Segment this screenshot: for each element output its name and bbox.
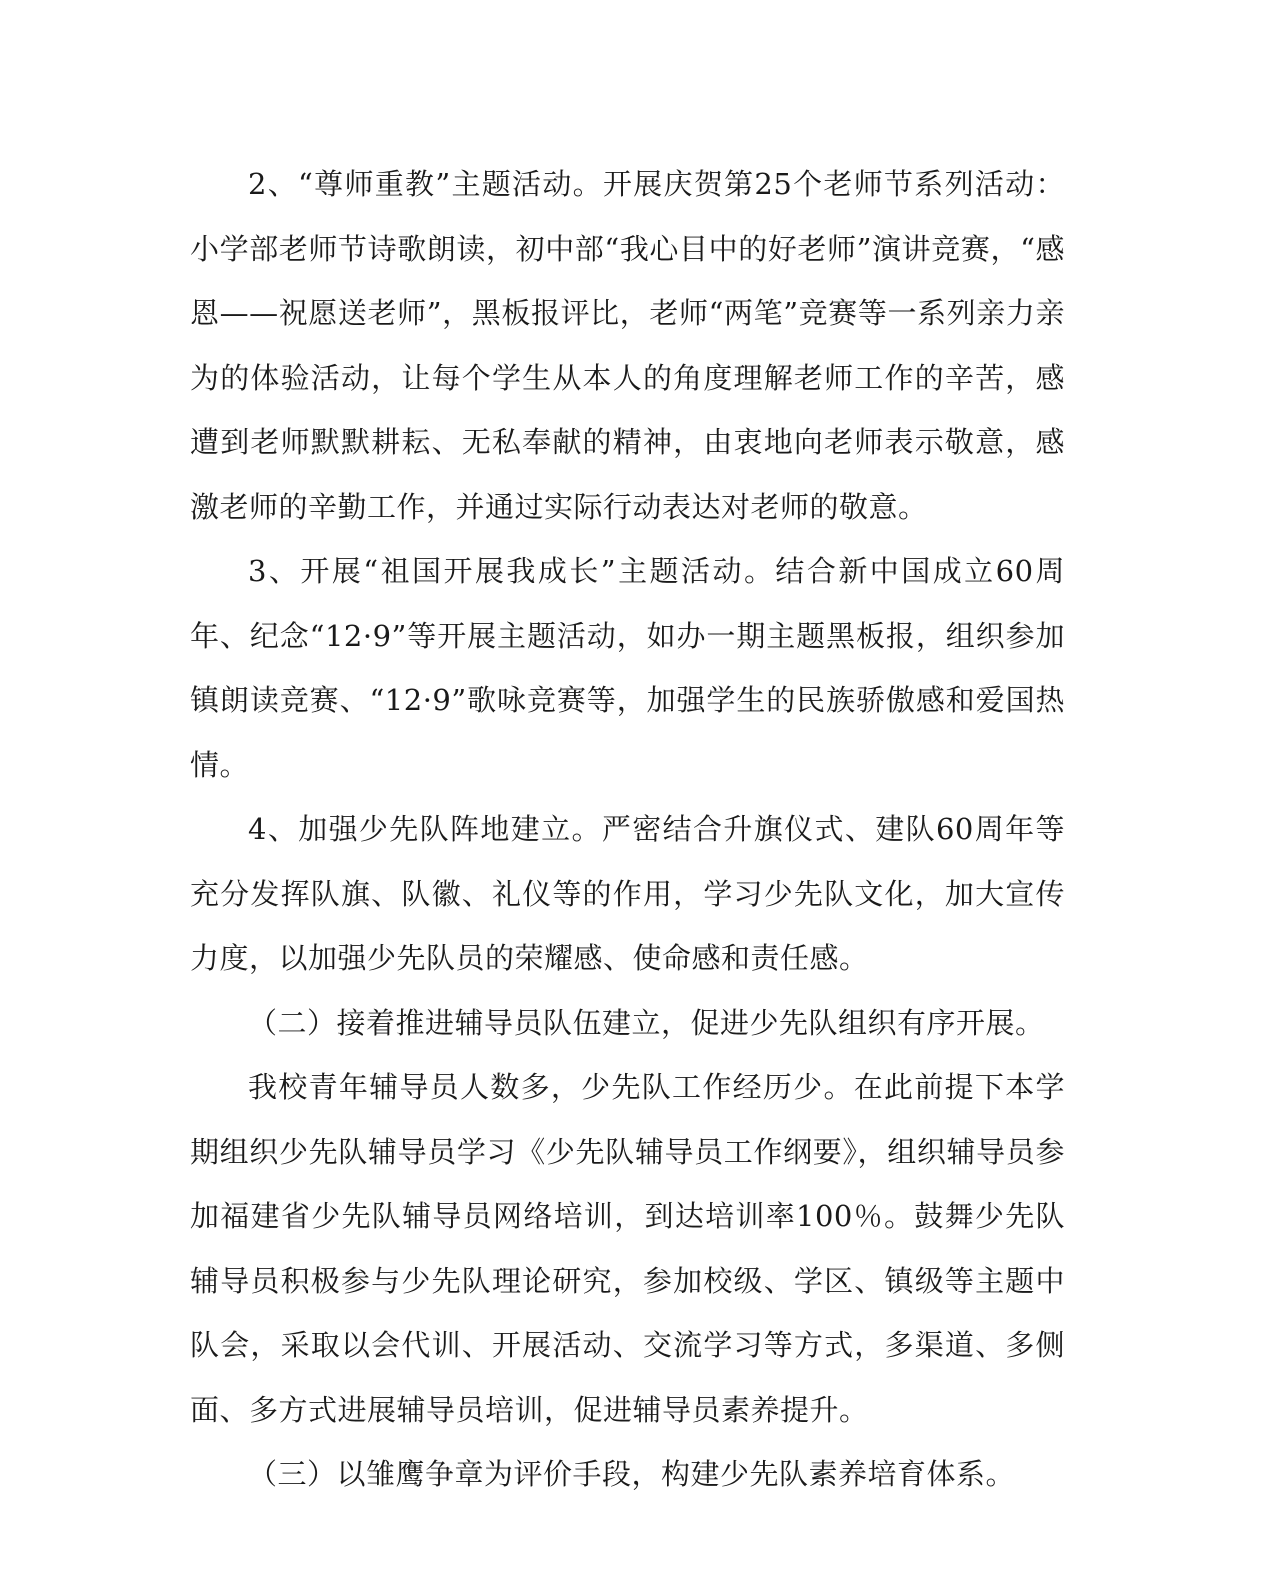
paragraph-motherland-activity: 3、开展“祖国开展我成长”主题活动。结合新中国成立60周年、纪念“12·9”等开展主题活动，如办一期主题黑板报，组织参加镇朗读竞赛、“12·9”歌咏竞赛等，加强学生的民族骄傲感和爱国热情。 xyxy=(190,554,1065,782)
paragraph-position-building: 4、加强少先队阵地建立。严密结合升旗仪式、建队60周年等充分发挥队旗、队徽、礼仪等的作用，学习少先队文化，加大宣传力度，以加强少先队员的荣耀感、使命感和责任感。 xyxy=(190,812,1065,975)
document-body xyxy=(190,152,1065,1507)
section-heading-two: （二）接着推进辅导员队伍建立，促进少先队组织有序开展。 xyxy=(248,1005,1045,1040)
paragraph-teacher-day: 2、“尊师重教”主题活动。开展庆贺第25个老师节系列活动：小学部老师节诗歌朗读，初中部“我心目中的好老师”演讲竞赛，“感恩——祝愿送老师”，黑板报评比，老师“两笔”竞赛等一系列亲力亲为的体验活动，让每个学生从本人的角度理解老师工作的辛苦，感遭到老师默默耕耘、无私奉献的精神，由衷地向老师表示敬意，感激老师的辛勤工作，并通过实际行动表达对老师的敬意。 xyxy=(190,167,1065,524)
paragraph-counselor-training: 我校青年辅导员人数多，少先队工作经历少。在此前提下本学期组织少先队辅导员学习《少先队辅导员工作纲要》，组织辅导员参加福建省少先队辅导员网络培训，到达培训率100％。鼓舞少先队辅导员积极参与少先队理论研究，参加校级、学区、镇级等主题中队会，采取以会代训、开展活动、交流学习等方式，多渠道、多侧面、多方式进展辅导员培训，促进辅导员素养提升。 xyxy=(190,1070,1065,1427)
section-heading-three: （三）以雏鹰争章为评价手段，构建少先队素养培育体系。 xyxy=(248,1457,1016,1491)
